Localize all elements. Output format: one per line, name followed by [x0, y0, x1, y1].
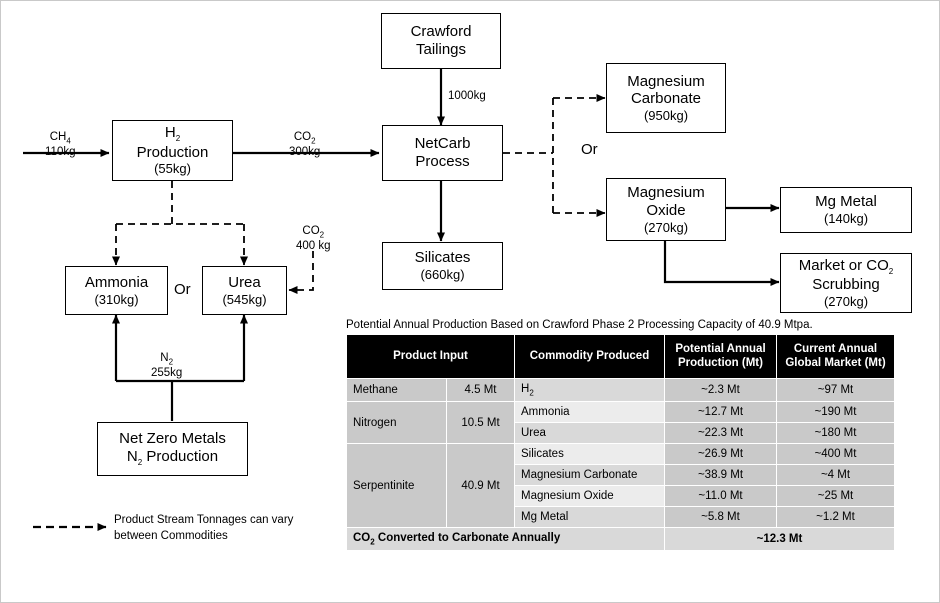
- cell-market-magnesium-carbonate: ~4 Mt: [777, 465, 895, 486]
- table-row: [347, 402, 895, 423]
- node-urea-label: Urea: [228, 273, 261, 291]
- cell-footer-value: ~12.3 Mt: [665, 528, 895, 551]
- production-table-wrap: [346, 319, 894, 551]
- node-silicates-amount: (660kg): [420, 267, 465, 283]
- cell-commodity-urea: Urea: [515, 423, 665, 444]
- node-market-line1: Market or $CO_2$: [798, 256, 894, 276]
- cell-input-serpentinite: Serpentinite: [347, 444, 447, 528]
- cell-input-qty-methane: 4.5 Mt: [447, 378, 515, 401]
- node-magnesium-carbonate[interactable]: [606, 63, 726, 133]
- node-n2-production[interactable]: [97, 422, 248, 476]
- cell-market-urea: ~180 Mt: [777, 423, 895, 444]
- cell-commodity-ammonia: Ammonia: [515, 402, 665, 423]
- node-magnesium-oxide[interactable]: [606, 178, 726, 241]
- node-ammonia[interactable]: [65, 266, 168, 315]
- cell-market-silicates: ~400 Mt: [777, 444, 895, 465]
- node-market-or-co2-scrubbing[interactable]: [780, 253, 912, 313]
- node-magnesium-carbonate-line1: Magnesium: [627, 72, 705, 90]
- node-n2-production-line1: Net Zero Metals: [119, 430, 226, 448]
- node-ammonia-label: Ammonia: [84, 273, 149, 291]
- node-h2-production-line2: Production: [136, 143, 209, 161]
- node-magnesium-carbonate-amount: (950kg): [643, 108, 689, 124]
- node-silicates-label: Silicates: [414, 249, 471, 267]
- cell-market-magnesium-oxide: ~25 Mt: [777, 486, 895, 507]
- table-header-product-input: Product Input: [347, 335, 515, 379]
- table-header-commodity: Commodity Produced: [515, 335, 665, 379]
- node-crawford-tailings-line1: Crawford: [410, 23, 472, 41]
- node-n2-production-line2: $N_2$ Production: [126, 448, 219, 468]
- cell-production-mg-metal: ~5.8 Mt: [665, 507, 777, 528]
- node-crawford-tailings-line2: Tailings: [415, 41, 467, 58]
- node-market-line2: Scrubbing: [812, 276, 880, 294]
- node-mg-metal-label: Mg Metal: [815, 193, 877, 211]
- table-footer-row: [347, 528, 895, 551]
- label-ch4-stream: $CH_4$ 110kg: [45, 131, 76, 158]
- cell-input-qty-serpentinite: 40.9 Mt: [447, 444, 515, 528]
- cell-commodity-magnesium-carbonate: Magnesium Carbonate: [515, 465, 665, 486]
- cell-market-ammonia: ~190 Mt: [777, 402, 895, 423]
- node-market-amount: (270kg): [823, 293, 869, 309]
- node-netcarb-line1: NetCarb: [414, 135, 471, 153]
- production-table: [346, 334, 895, 551]
- legend-label: Product Stream Tonnages can vary between Commodities: [114, 514, 294, 542]
- node-netcarb-line2: Process: [415, 153, 470, 170]
- cell-commodity-magnesium-oxide: Magnesium Oxide: [515, 486, 665, 507]
- node-urea-amount: (545kg): [222, 291, 267, 307]
- node-magnesium-oxide-amount: (270kg): [643, 219, 689, 235]
- node-magnesium-oxide-line1: Magnesium: [627, 184, 705, 202]
- cell-production-silicates: ~26.9 Mt: [665, 444, 777, 465]
- cell-production-h2: ~2.3 Mt: [665, 378, 777, 401]
- table-header-row: [347, 335, 895, 379]
- node-mg-metal[interactable]: [780, 187, 912, 233]
- label-or-lower: Or: [174, 281, 191, 298]
- node-urea[interactable]: [202, 266, 287, 315]
- cell-input-methane: Methane: [347, 378, 447, 401]
- table-header-potential-production: Potential Annual Production (Mt): [665, 335, 777, 379]
- node-h2-production-amount: (55kg): [154, 161, 191, 177]
- cell-input-nitrogen: Nitrogen: [347, 402, 447, 444]
- cell-market-h2: ~97 Mt: [777, 378, 895, 401]
- cell-production-urea: ~22.3 Mt: [665, 423, 777, 444]
- node-ammonia-amount: (310kg): [94, 291, 139, 307]
- label-n2-feed: $N_2$ 255kg: [151, 352, 183, 379]
- node-silicates[interactable]: [382, 242, 503, 290]
- cell-commodity-mg-metal: Mg Metal: [515, 507, 665, 528]
- node-netcarb-process[interactable]: [382, 125, 503, 181]
- node-magnesium-carbonate-line2: Carbonate: [630, 90, 702, 108]
- node-mg-metal-amount: (140kg): [823, 211, 869, 227]
- cell-production-magnesium-oxide: ~11.0 Mt: [665, 486, 777, 507]
- cell-production-ammonia: ~12.7 Mt: [665, 402, 777, 423]
- cell-commodity-h2: $H_2$: [515, 378, 665, 401]
- cell-input-qty-nitrogen: 10.5 Mt: [447, 402, 515, 444]
- node-magnesium-oxide-line2: Oxide: [646, 201, 686, 219]
- node-crawford-tailings[interactable]: [381, 13, 501, 69]
- table-caption: Potential Annual Production Based on Crawford Phase 2 Processing Capacity of 40.9 Mtpa.: [346, 319, 813, 331]
- table-row: [347, 378, 895, 401]
- node-h2-production-line1: $H_2$: [164, 124, 181, 144]
- node-h2-production[interactable]: [112, 120, 233, 181]
- table-header-global-market: Current Annual Global Market (Mt): [777, 335, 895, 379]
- label-or-upper: Or: [581, 141, 598, 158]
- cell-footer-label: $CO_2$ Converted to Carbonate Annually: [347, 528, 665, 551]
- cell-commodity-silicates: Silicates: [515, 444, 665, 465]
- label-co2-to-urea: $CO_2$ 400 kg: [296, 225, 331, 252]
- label-co2-h2-to-netcarb: $CO_2$ 300kg: [289, 131, 321, 158]
- label-tailings-feed: 1000kg: [448, 90, 486, 102]
- cell-production-magnesium-carbonate: ~38.9 Mt: [665, 465, 777, 486]
- table-row: [347, 444, 895, 465]
- cell-market-mg-metal: ~1.2 Mt: [777, 507, 895, 528]
